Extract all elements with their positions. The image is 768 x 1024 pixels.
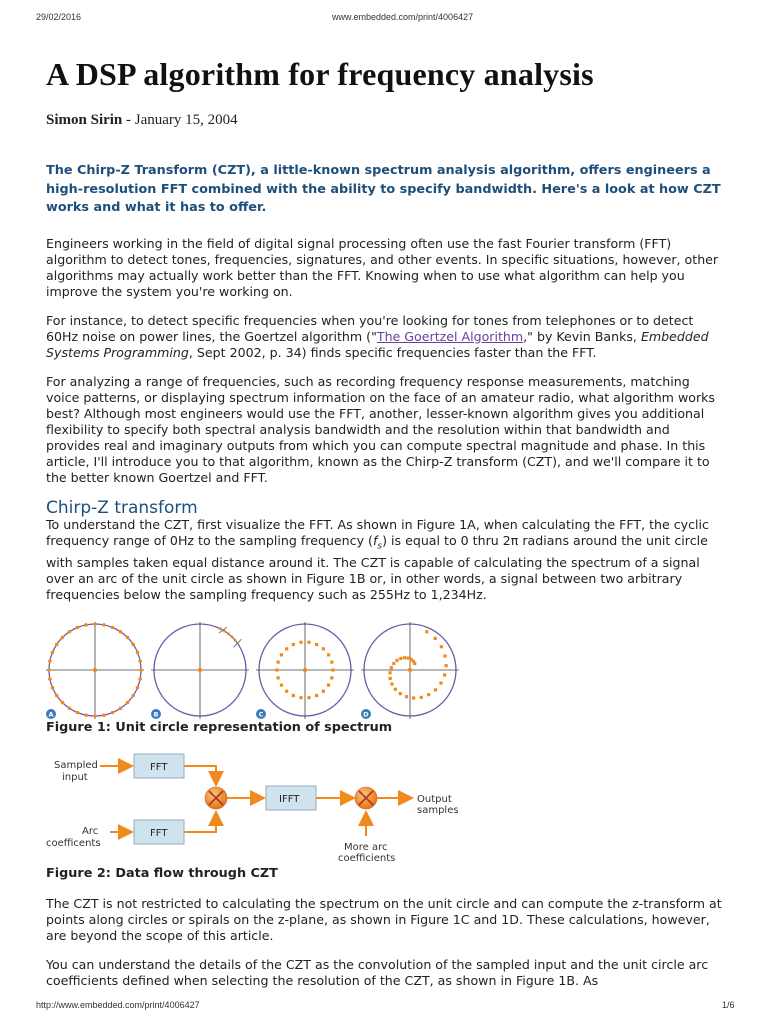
sample-point	[126, 636, 130, 640]
lead-paragraph: The Chirp-Z Transform (CZT), a little-known spectrum analysis algorithm, offers engineers a high-resolution FFT combined with the ability to specify bandwidth. Here's a look at how CZT works and what it has to offer.	[46, 163, 721, 215]
figure-1-caption: Figure 1: Unit circle representation of spectrum	[46, 720, 393, 735]
print-url: www.embedded.com/print/4006427	[332, 12, 474, 22]
figure-2-caption: Figure 2: Data flow through CZT	[46, 866, 278, 881]
sample-point	[61, 636, 65, 640]
figure-1-unit-circles	[40, 622, 470, 722]
p2-text-c: , Sept 2002, p. 34) finds specific frequencies faster than the FFT.	[188, 344, 597, 360]
sample-point	[330, 676, 333, 679]
sample-point	[392, 662, 395, 665]
sample-point	[394, 688, 397, 691]
fft-label-bottom: FFT	[150, 828, 168, 839]
sample-point	[292, 694, 295, 697]
sample-point	[131, 694, 135, 698]
sample-point	[405, 695, 408, 698]
sample-point	[68, 630, 72, 634]
sample-point	[231, 636, 234, 639]
sample-point	[138, 659, 142, 663]
sample-point	[126, 701, 130, 705]
sample-point	[61, 701, 65, 705]
sample-point	[102, 713, 106, 717]
sample-point	[322, 647, 325, 650]
sample-point	[322, 690, 325, 693]
publish-date: - January 15, 2004	[122, 112, 238, 128]
sample-point	[390, 666, 393, 669]
label-output: Output	[417, 794, 452, 805]
sample-point	[399, 657, 402, 660]
sample-point	[55, 694, 59, 698]
sample-point	[76, 626, 80, 630]
sample-point	[444, 664, 447, 667]
sample-point	[102, 623, 106, 627]
sample-point	[389, 677, 392, 680]
sample-point	[111, 711, 115, 715]
sample-point	[51, 686, 55, 690]
sample-point	[443, 654, 446, 657]
sample-point	[84, 713, 88, 717]
section-czt	[46, 500, 722, 616]
sample-point	[280, 684, 283, 687]
sample-point	[407, 656, 410, 659]
sample-point	[403, 656, 406, 659]
goertzel-link[interactable]: The Goertzel Algorithm	[376, 328, 524, 344]
sample-point	[234, 639, 237, 642]
p2-text-a: For instance, to detect specific frequencies when you're looking for tones from telephones or to detect 60Hz noise on power lines, the Goertzel algorithm ("	[46, 312, 694, 344]
sample-point	[55, 643, 59, 647]
sample-point	[315, 643, 318, 646]
p2-text-b: ," by Kevin Banks,	[523, 328, 641, 344]
sample-point	[219, 627, 222, 630]
sample-point	[307, 641, 310, 644]
sample-point	[285, 647, 288, 650]
sample-point	[119, 630, 123, 634]
multiplier-2	[355, 787, 377, 809]
print-date: 29/02/2016	[36, 12, 82, 22]
sample-point	[327, 684, 330, 687]
sample-point	[434, 637, 437, 640]
figure-label: D	[363, 710, 369, 719]
sample-point	[440, 645, 443, 648]
figure-label: B	[153, 710, 159, 719]
sample-point	[47, 668, 51, 672]
byline	[46, 112, 238, 129]
figure-label: C	[258, 710, 264, 719]
sample-point	[138, 677, 142, 681]
sample-point	[280, 653, 283, 656]
fs-symbol: f	[372, 533, 378, 548]
sample-point	[139, 668, 143, 672]
sample-point	[390, 682, 393, 685]
sample-point	[285, 690, 288, 693]
sample-point	[427, 693, 430, 696]
sample-point	[68, 706, 72, 710]
sample-point	[131, 643, 135, 647]
sample-point	[434, 688, 437, 691]
paragraph-2	[46, 313, 722, 361]
sample-point	[420, 696, 423, 699]
p4-text-a: To understand the CZT, first visualize the FFT. As shown in Figure 1A, when calculating the FFT, the cyclic frequency range of 0Hz to the sampling frequency (	[46, 517, 709, 548]
sample-point	[277, 676, 280, 679]
sample-point	[84, 623, 88, 627]
ifft-label: IFFT	[279, 794, 300, 805]
paragraph-6: You can understand the details of the CZT as the convolution of the sampled input and the unit circle arc coefficients defined when selecting the resolution of the CZT, as shown in Figure 1B. As	[46, 957, 709, 988]
sample-point	[412, 696, 415, 699]
sample-point	[443, 673, 446, 676]
sample-point	[292, 643, 295, 646]
sample-point	[327, 653, 330, 656]
origin-dot	[93, 668, 97, 672]
sample-point	[111, 626, 115, 630]
author: Simon Sirin	[46, 112, 123, 128]
sample-point	[227, 632, 230, 635]
label-samples: samples	[417, 805, 459, 816]
sample-point	[425, 630, 428, 633]
sample-point	[48, 677, 52, 681]
sample-point	[410, 658, 413, 661]
sample-point	[315, 694, 318, 697]
figure-2-data-flow	[46, 750, 466, 868]
sample-point	[395, 659, 398, 662]
p4-text-b: ) is equal to 0 thru 2π radians around the unit circle with samples taken equal distance around it. The CZT is capable of calculating the spectrum of a signal over an arc of the unit circle as shown in Figure 1B or, in other words, a signal between two arbitrary frequencies below the sampling frequency such as 255Hz to 1,234Hz.	[46, 533, 708, 602]
sample-point	[76, 711, 80, 715]
paragraph-3: For analyzing a range of frequencies, such as recording frequency response measurements, matching voice patterns, or displaying spectrum information on the face of an amateur radio, what algorithm works best? Although most engineers would use the FFT, another, lesser-known algorithm gives you additional flexibility to specify both spectral analysis bandwidth and the resolution within that bandwidth and provides real and imaginary outputs from which you can compute spectral magnitude and phase. In this article, I'll introduce you to that algorithm, known as the Chirp-Z transform (CZT), and we'll compare it to the better known Goertzel and FFT.	[46, 373, 715, 485]
footer-url: http://www.embedded.com/print/4006427	[36, 1000, 200, 1010]
sample-point	[275, 668, 278, 671]
sample-point	[399, 692, 402, 695]
section-heading: Chirp-Z transform	[46, 498, 198, 518]
label-more-arc: More arc	[344, 842, 388, 853]
label-coefficents: coefficents	[46, 838, 101, 849]
origin-dot	[303, 668, 307, 672]
article-continued	[46, 896, 722, 1002]
sample-point	[136, 686, 140, 690]
sample-point	[136, 651, 140, 655]
sample-point	[93, 714, 97, 718]
fs-subscript: s	[377, 541, 383, 552]
fft-label-top: FFT	[150, 762, 168, 773]
origin-dot	[408, 668, 412, 672]
sample-point	[48, 659, 52, 663]
sample-point	[330, 661, 333, 664]
origin-dot	[198, 668, 202, 672]
sample-point	[299, 696, 302, 699]
page-number: 1/6	[722, 1000, 735, 1010]
sample-point	[307, 696, 310, 699]
p2-publication: Embedded Systems Programming	[46, 328, 709, 360]
sample-point	[439, 682, 442, 685]
sample-point	[93, 622, 97, 626]
paragraph-4	[46, 517, 722, 603]
sample-point	[51, 651, 55, 655]
label-input: input	[62, 772, 88, 783]
sample-point	[331, 668, 334, 671]
article-intro	[46, 162, 722, 499]
label-sampled: Sampled	[54, 760, 98, 771]
sample-point	[277, 661, 280, 664]
multiplier-1	[205, 787, 227, 809]
page-title: A DSP algorithm for frequency analysis	[46, 56, 594, 92]
paragraph-5: The CZT is not restricted to calculating the spectrum on the unit circle and can compute the z-transform at points along circles or spirals on the z-plane, as shown in Figure 1C and 1D. These calculations, however, are beyond the scope of this article.	[46, 896, 722, 943]
paragraph-1: Engineers working in the field of digital signal processing often use the fast Fourier transform (FFT) algorithm to detect tones, frequencies, signatures, and other events. In specific situations, however, other algorithms may actually work better than the FFT. Knowing when to use what algorithm can help you improve the system you're working on.	[46, 235, 719, 299]
figure-label: A	[48, 710, 54, 719]
sample-point	[119, 706, 123, 710]
label-more-coefficients: coefficients	[338, 853, 396, 864]
label-arc: Arc	[82, 826, 99, 837]
sample-point	[299, 641, 302, 644]
sample-point	[388, 671, 391, 674]
